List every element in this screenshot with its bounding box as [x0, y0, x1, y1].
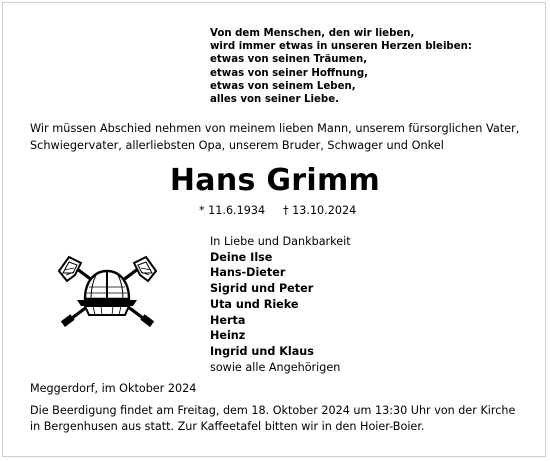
mourner-name: Deine Ilse [210, 250, 273, 264]
poem-line: wird immer etwas in unseren Herzen bleiben: [210, 41, 472, 53]
mourner-name: Herta [210, 313, 246, 327]
poem-line: etwas von seiner Hoffnung, [210, 67, 369, 79]
poem-line: etwas von seinem Leben, [210, 80, 356, 92]
firefighter-helmet-axes-icon [55, 253, 160, 333]
intro-text [30, 120, 519, 154]
mourner-name: Uta und Rieke [210, 297, 299, 311]
poem [210, 27, 472, 106]
life-dates [199, 204, 357, 217]
place-and-date: Meggerdorf, im Oktober 2024 [30, 382, 197, 395]
funeral-line: in Bergenhusen aus statt. Zur Kaffeetafel bitten wir in den Hoier-Boier. [30, 420, 425, 433]
mourner-name: Sigrid und Peter [210, 282, 314, 296]
mourners-opening: In Liebe und Dankbarkeit [210, 235, 351, 248]
death-date: † 13.10.2024 [283, 204, 357, 217]
mourner-name: Hans-Dieter [210, 266, 286, 280]
funeral-line: Die Beerdigung findet am Freitag, dem 18. Oktober 2024 um 13:30 Uhr von der Kirche [30, 404, 516, 417]
mourners-closing: sowie alle Angehörigen [210, 360, 341, 374]
poem-line: etwas von seinen Träumen, [210, 54, 368, 66]
birth-date: * 11.6.1934 [199, 204, 266, 217]
funeral-info [30, 403, 515, 435]
intro-line: Wir müssen Abschied nehmen von meinem lieben Mann, unserem fürsorglichen Vater, [30, 122, 520, 135]
mourners-list [210, 234, 351, 375]
poem-line: Von dem Menschen, den wir lieben, [210, 28, 415, 39]
mourner-name: Ingrid und Klaus [210, 344, 314, 358]
intro-line: Schwiegervater, allerliebsten Opa, unserem Bruder, Schwager und Onkel [30, 139, 444, 152]
deceased-name: Hans Grimm [169, 163, 381, 198]
poem-line: alles von seiner Liebe. [210, 94, 339, 106]
mourner-name: Heinz [210, 329, 246, 343]
